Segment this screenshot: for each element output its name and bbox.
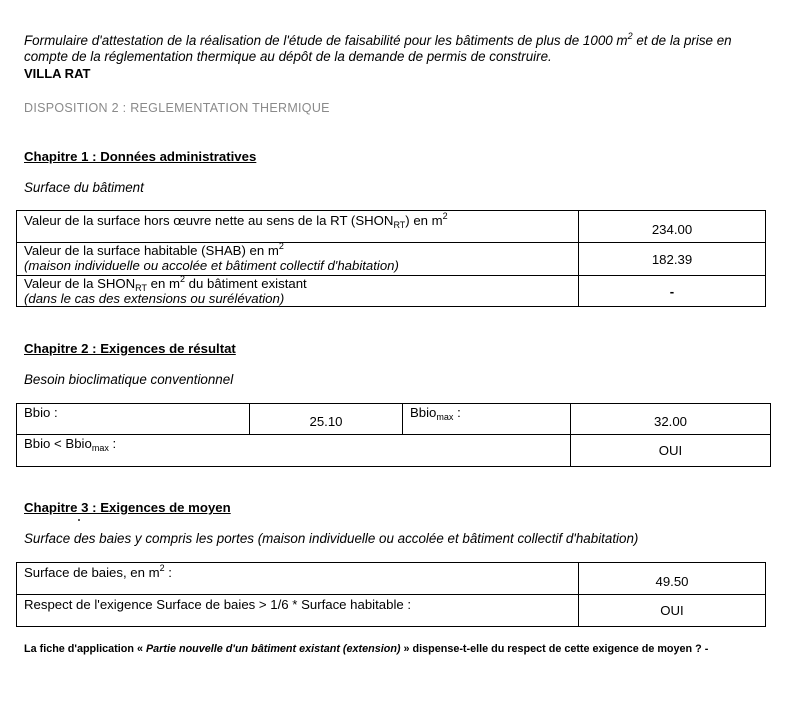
shon-value: 234.00 bbox=[579, 211, 766, 243]
table-row bbox=[17, 243, 766, 276]
shon-existing-note: (dans le cas des extensions ou surélévation) bbox=[24, 291, 285, 306]
bbiomax-value: 32.00 bbox=[571, 404, 771, 435]
intro-text-1: Formulaire d'attestation de la réalisation de l'étude de faisabilité pour les bâtiments de plus de 1000 m bbox=[24, 33, 628, 48]
footer-question: La fiche d'application « Partie nouvelle d'un bâtiment existant (extension) » dispense-t-elle du respect de cette exigence de moyen ? - bbox=[24, 643, 709, 655]
shab-note: (maison individuelle ou accolée et bâtiment collectif d'habitation) bbox=[24, 258, 399, 273]
chapter1-title: Chapitre 1 : Données administratives bbox=[24, 149, 257, 164]
form-intro bbox=[24, 33, 769, 65]
chapter3-title: Chapitre 3 : Exigences de moyen bbox=[24, 500, 231, 515]
table-row bbox=[17, 276, 766, 307]
surface-table bbox=[16, 210, 766, 307]
bbio-compare-label: Bbio < Bbio$_{max}$ : bbox=[17, 435, 571, 467]
project-name: VILLA RAT bbox=[24, 66, 91, 81]
intro-superscript: 2 bbox=[627, 31, 633, 41]
baies-surface-label: Surface de baies, en $m^2$ : bbox=[17, 563, 579, 595]
table-row bbox=[17, 595, 766, 627]
chapter2-subtitle: Besoin bioclimatique conventionnel bbox=[24, 372, 234, 387]
bbio-value: 25.10 bbox=[250, 404, 403, 435]
baies-table bbox=[16, 562, 766, 627]
intro-text-2: et de la prise en compte de la réglementation thermique au dépôt de la demande de permis de construire. bbox=[24, 33, 732, 64]
baies-requirement-label: Respect de l'exigence Surface de baies > 1/6 * Surface habitable : bbox=[17, 595, 579, 627]
bbiomax-label: Bbio$_{max}$ : bbox=[403, 404, 571, 435]
shon-label: Valeur de la surface hors œuvre nette au sens de la RT $(SHON_{RT})$ en $m^2$ bbox=[17, 211, 579, 243]
table-row bbox=[17, 435, 771, 467]
shon-existing-label: Valeur de la $SHON_{RT}$ en $m^2$ du bâtiment existant (dans le cas des extensions ou surélévation) bbox=[17, 276, 579, 307]
table-row bbox=[17, 404, 771, 435]
shon-existing-value: - bbox=[579, 276, 766, 307]
chapter3-subtitle: Surface des baies y compris les portes (maison individuelle ou accolée et bâtiment collectif d'habitation) bbox=[24, 531, 639, 546]
table-row bbox=[17, 563, 766, 595]
baies-requirement-value: OUI bbox=[579, 595, 766, 627]
bbio-table bbox=[16, 403, 771, 467]
chapter1-subtitle: Surface du bâtiment bbox=[24, 180, 144, 195]
disposition-title: DISPOSITION 2 : REGLEMENTATION THERMIQUE bbox=[24, 101, 330, 115]
bbio-compare-value: OUI bbox=[571, 435, 771, 467]
scan-speck bbox=[78, 519, 80, 521]
bbio-label: Bbio : bbox=[17, 404, 250, 435]
table-row bbox=[17, 211, 766, 243]
chapter2-title: Chapitre 2 : Exigences de résultat bbox=[24, 341, 236, 356]
baies-surface-value: 49.50 bbox=[579, 563, 766, 595]
shab-value: 182.39 bbox=[579, 243, 766, 276]
shab-label: Valeur de la surface habitable (SHAB) en $m^2$ (maison individuelle ou accolée et bâtiment collectif d'habitation) bbox=[17, 243, 579, 276]
footer-italic: Partie nouvelle d'un bâtiment existant (extension) bbox=[145, 643, 401, 655]
